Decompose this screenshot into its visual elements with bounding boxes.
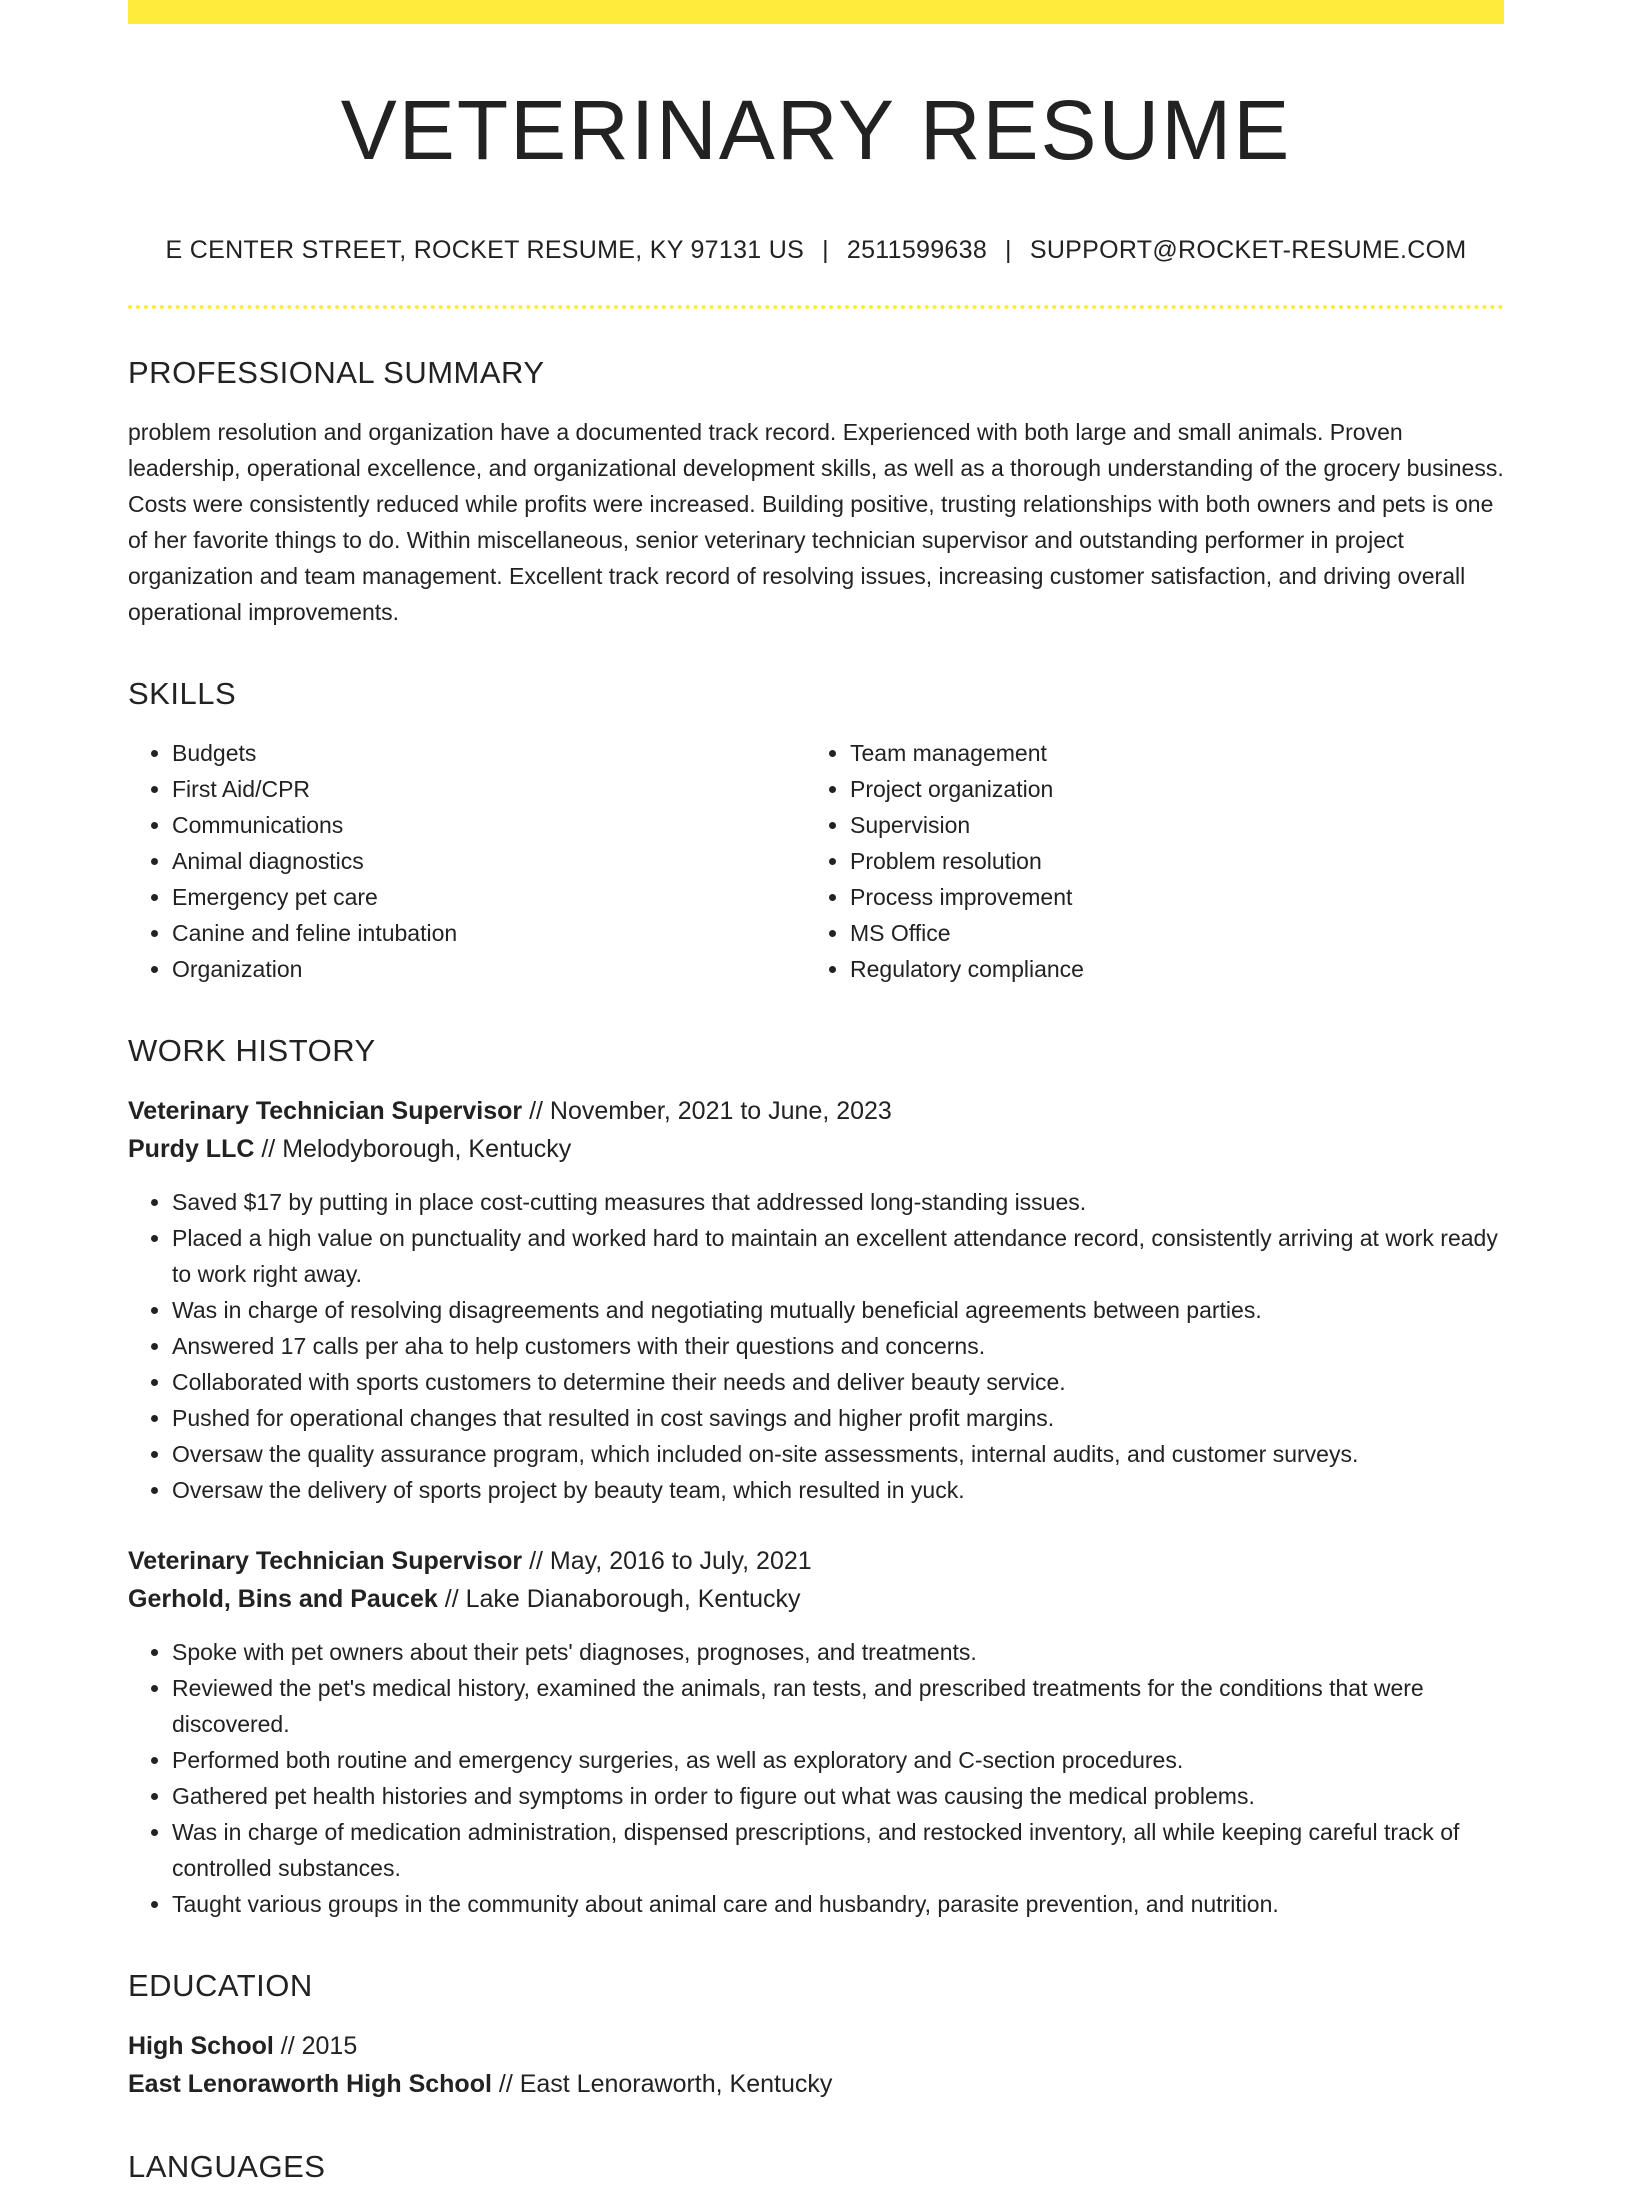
education-degree-line <box>128 2027 1504 2065</box>
job-entry <box>128 1092 1504 1508</box>
job-bullet: • Taught various groups in the community about animal care and husbandry, parasite prevention, and nutrition. <box>172 1886 1504 1922</box>
job-bullet: • Placed a high value on punctuality and worked hard to maintain an excellent attendance record, consistently arriving at work ready to work right away. <box>172 1220 1504 1292</box>
job-bullet: • Was in charge of medication administration, dispensed prescriptions, and restocked inventory, all while keeping careful track of controlled substances. <box>172 1814 1504 1886</box>
job-bullet: • Was in charge of resolving disagreements and negotiating mutually beneficial agreements between parties. <box>172 1292 1504 1328</box>
skills-column-right <box>806 735 1484 987</box>
skill-item: • Team management <box>850 735 1484 771</box>
skill-item: • Project organization <box>850 771 1484 807</box>
job-dates: // November, 2021 to June, 2023 <box>522 1097 892 1126</box>
job-bullet: • Oversaw the delivery of sports project by beauty team, which resulted in yuck. <box>172 1472 1504 1508</box>
skill-item: • MS Office <box>850 915 1484 951</box>
skill-item: • Canine and feline intubation <box>172 915 806 951</box>
work-history-heading: WORK HISTORY <box>128 1033 376 1069</box>
job-title-line <box>128 1092 1504 1130</box>
skill-item: • Budgets <box>172 735 806 771</box>
skills-list <box>128 735 1504 987</box>
job-company: Gerhold, Bins and Paucek <box>128 1585 438 1614</box>
summary-text: problem resolution and organization have a documented track record. Experienced with both large and small animals. Proven leadership, operational excellence, and organizational development skills, as well as a thorough understanding of the grocery business. Costs were consistently reduced while profits were increased. Building positive, trusting relationships with both owners and pets is one of her favorite things to do. Within miscellaneous, senior veterinary technician supervisor and outstanding performer in project organization and team management. Excellent track record of resolving issues, increasing customer satisfaction, and driving overall operational improvements. <box>128 419 1504 626</box>
resume-title: VETERINARY RESUME <box>340 83 1292 177</box>
education-school: East Lenoraworth High School <box>128 2070 492 2099</box>
job-bullet: • Pushed for operational changes that resulted in cost savings and higher profit margins. <box>172 1400 1504 1436</box>
contact-phone[interactable]: 2511599638 <box>846 236 988 265</box>
job-location: // Lake Dianaborough, Kentucky <box>437 1585 801 1614</box>
skill-item: • First Aid/CPR <box>172 771 806 807</box>
skills-column-left <box>128 735 806 987</box>
job-bullets <box>128 1634 1504 1922</box>
skill-item: • Process improvement <box>850 879 1484 915</box>
contact-separator: | <box>1005 236 1012 265</box>
contact-email[interactable]: SUPPORT@ROCKET-RESUME.COM <box>1029 236 1467 265</box>
job-dates: // May, 2016 to July, 2021 <box>522 1547 812 1576</box>
skill-item: • Supervision <box>850 807 1484 843</box>
contact-line <box>128 236 1504 265</box>
top-accent-bar <box>128 0 1504 24</box>
skill-item: • Animal diagnostics <box>172 843 806 879</box>
languages-heading: LANGUAGES <box>128 2149 326 2185</box>
contact-address: E CENTER STREET, ROCKET RESUME, KY 97131 US <box>165 236 805 265</box>
education-year: // 2015 <box>273 2032 358 2061</box>
job-bullet: • Spoke with pet owners about their pets' diagnoses, prognoses, and treatments. <box>172 1634 1504 1670</box>
education-heading: EDUCATION <box>128 1968 313 2004</box>
skills-heading: SKILLS <box>128 676 237 712</box>
job-title: Veterinary Technician Supervisor <box>128 1097 523 1126</box>
job-bullet: • Collaborated with sports customers to determine their needs and deliver beauty service. <box>172 1364 1504 1400</box>
job-title-line <box>128 1542 1504 1580</box>
job-company-line <box>128 1130 1504 1168</box>
job-entry <box>128 1542 1504 1922</box>
contact-separator: | <box>822 236 829 265</box>
skill-item: • Emergency pet care <box>172 879 806 915</box>
resume-page <box>128 0 1504 2208</box>
education-school-line <box>128 2065 1504 2103</box>
job-bullets <box>128 1184 1504 1508</box>
job-location: // Melodyborough, Kentucky <box>254 1135 572 1164</box>
job-company: Purdy LLC <box>128 1135 255 1164</box>
job-bullet: • Performed both routine and emergency surgeries, as well as exploratory and C-section procedures. <box>172 1742 1504 1778</box>
skill-item: • Organization <box>172 951 806 987</box>
education-location: // East Lenoraworth, Kentucky <box>491 2070 833 2099</box>
dotted-divider <box>128 305 1504 309</box>
summary-heading: PROFESSIONAL SUMMARY <box>128 355 545 391</box>
job-title: Veterinary Technician Supervisor <box>128 1547 523 1576</box>
job-bullet: • Reviewed the pet's medical history, examined the animals, ran tests, and prescribed treatments for the conditions that were discovered. <box>172 1670 1504 1742</box>
job-bullet: • Answered 17 calls per aha to help customers with their questions and concerns. <box>172 1328 1504 1364</box>
job-bullet: • Saved $17 by putting in place cost-cutting measures that addressed long-standing issues. <box>172 1184 1504 1220</box>
skill-item: • Communications <box>172 807 806 843</box>
job-bullet: • Gathered pet health histories and symptoms in order to figure out what was causing the medical problems. <box>172 1778 1504 1814</box>
job-company-line <box>128 1580 1504 1618</box>
job-bullet: • Oversaw the quality assurance program, which included on-site assessments, internal audits, and customer surveys. <box>172 1436 1504 1472</box>
skill-item: • Problem resolution <box>850 843 1484 879</box>
skill-item: • Regulatory compliance <box>850 951 1484 987</box>
education-degree: High School <box>128 2032 274 2061</box>
